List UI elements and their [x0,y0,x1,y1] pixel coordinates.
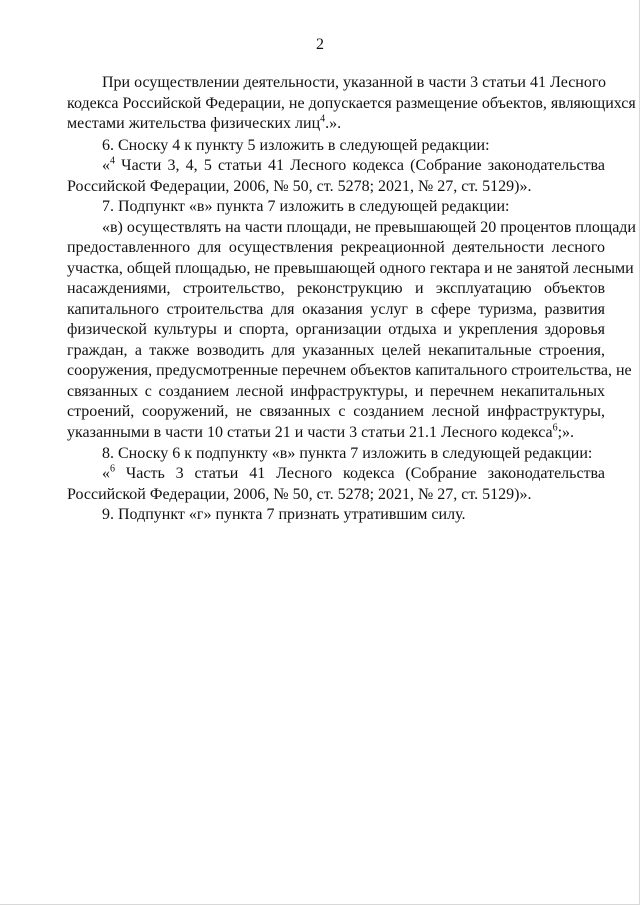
paragraph-line: местами жительства физических лиц$^4$.». [67,113,342,132]
footnote-ref: 6 [552,422,558,434]
paragraph-line: предоставленного для осуществления рекреационной деятельности лесного [67,239,605,256]
paragraph-line: «в) осуществлять на части площади, не превышающей 20 процентов площади [102,219,636,236]
paragraph-line: Российской Федерации, 2006, № 50, ст. 5278; 2021, № 27, ст. 5129)». [67,486,532,503]
paragraph-line: 9. Подпункт «г» пункта 7 признать утратившим силу. [102,506,466,523]
paragraph-line: сооружения, предусмотренные перечнем объектов капитального строительства, не [67,362,632,379]
footnote-ref: 4 [110,155,115,167]
paragraph-line: насаждениями, строительство, реконструкцию и эксплуатацию объектов [67,280,605,297]
paragraph-line: 8. Сноску 6 к подпункту «в» пункта 7 изложить в следующей редакции: [102,445,593,462]
paragraph-line: участка, общей площадью, не превышающей одного гектара и не занятой лесными [67,260,634,277]
paragraph-line: При осуществлении деятельности, указанной в части 3 статьи 41 Лесного [102,74,607,91]
paragraph-line: граждан, а также возводить для указанных целей некапитальные строения, [67,342,605,359]
page-number: 2 [316,36,324,53]
paragraph-line: «$^6$ Часть 3 статьи 41 Лесного кодекса (Собрание законодательства [102,463,605,482]
footnote-ref: 6 [110,463,115,475]
paragraph-line: физической культуры и спорта, организации отдыха и укрепления здоровья [67,321,605,338]
paragraph-line: капитального строительства для оказания услуг в сфере туризма, развития [67,301,605,318]
paragraph-line: указанными в части 10 статьи 21 и части 3 статьи 21.1 Лесного кодекса$^6$;». [67,422,575,441]
footnote-ref: 4 [320,113,326,125]
paragraph-line: 7. Подпункт «в» пункта 7 изложить в следующей редакции: [102,198,510,215]
paragraph-line: «$^4$ Части 3, 4, 5 статьи 41 Лесного кодекса (Собрание законодательства [102,155,605,174]
paragraph-line: связанных с созданием лесной инфраструктуры, и перечнем некапитальных [67,383,605,400]
paragraph-line: кодекса Российской Федерации, не допускается размещение объектов, являющихся [67,95,636,112]
paragraph-line: строений, сооружений, не связанных с созданием лесной инфраструктуры, [67,403,605,420]
paragraph-line: Российской Федерации, 2006, № 50, ст. 5278; 2021, № 27, ст. 5129)». [67,178,532,195]
paragraph-line: 6. Сноску 4 к пункту 5 изложить в следующей редакции: [102,137,490,154]
